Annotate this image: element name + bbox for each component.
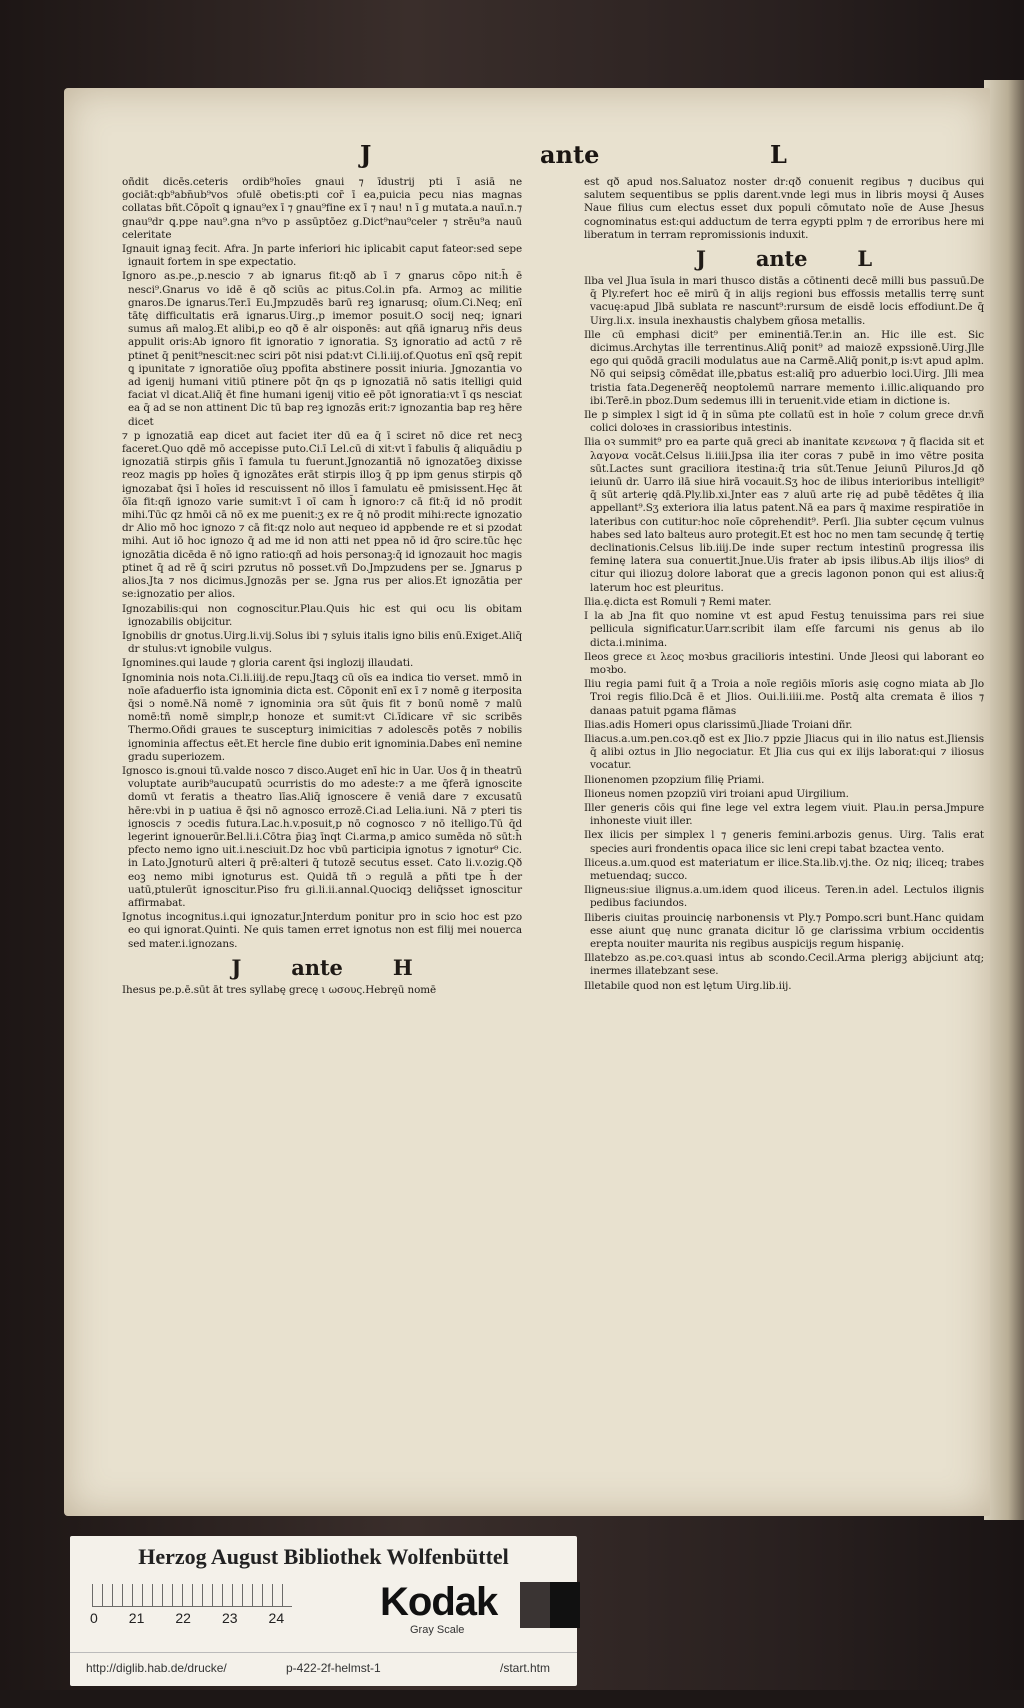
entry-ignomines: Ignomines.qui laude ⁊ gloria carent q̄si inglozij illaudati. (122, 657, 414, 670)
entry-ila: I la ab Jna fit quo nomine vt est apud Festuꝫ tenuissima pars rei siue pellicula significatur.Uarr.scribit ilam eſſe farcumi nis genus ab ilo dicta.i.minima. (584, 610, 984, 649)
entry-ileos: Ileos grece ει λεος moꝛbus gracilioris intestini. Unde Jleosi qui laborant eo moꝛbo. (584, 650, 984, 676)
entry-ignosco: Ignosco is.gnoui tū.valde nosco ⁊ disco.Auget enī hic in Uar. Uos q̄ in theatrū voluptate aurib⁹aucupatū ↄcurristis do mo adeste:⁊ a me q̄ferā ignoscite domū vt feratis a theatro līas.Aliq̄ ignoscere ē veniā dare ⁊ excusatū hēre:vbi in p uatiua ē q̄si nō agnosco errozē.Ci.ad Lelia.iuni. Nā ⁊ pteri tis ignoscis ⁊ ↄcedis futura.Lac.h.v.posuit,p nō cognosco ⁊ nō itelligo.Tū q̄d legerint ignouerūr.Bel.li.i.Cōtra p̄iaꝫ īnqt Ci.arma,p amico sumēda nō sūt:h̄ pfecto nemo igno uit.i.nesciuit.Dz hoc vbū participia ignotus ⁊ ignotur⁹ Cic. in Lato.Jgnoturū alteri q̄ prē:alteri q̄ tutozē secutus esset. Cato li.v.ozig.Qð eoꝫ nemo mibi ignoturus est. Quidā tñ ↄ regulā a pñti tpe h̄ der uatū,ptulerūt ignoscitur.Piso fru gi.li.ii.annal.Quociqꝫ deliq̄sset ignoscitur affirmabat. (122, 764, 522, 909)
page-path: /start.htm (500, 1661, 551, 1675)
section-head-right: H (392, 954, 413, 980)
source-url-row (70, 1652, 577, 1681)
institution-name: Herzog August Bibliothek Wolfenbüttel (138, 1544, 509, 1569)
running-head-center: ante (540, 140, 600, 169)
scale-label: 23 (221, 1610, 238, 1626)
next-page-edge (984, 80, 1024, 1520)
entry-iliacus: Iliacus.a.um.pen.coꝛ.qð est ex Jlio.⁊ ppzie Jliacus qui in ilio natus est.Jliensis q̄ alibi oztus in Jlio negociatur. Et Jlia cus qui ex ilijs laborat:qui ⁊ iliosus vocatur. (584, 732, 984, 772)
entry-ihesus: Ihesus pe.p.ē.sūt āt tres syllabę grecę ι ωσους.Hebręū nomē (122, 983, 437, 996)
entry-iliceus: Iliceus.a.um.quod est materiatum er ilice.Sta.lib.vj.the. Oz niq; iliceq; trabes metuendaq; succo. (584, 856, 984, 882)
section-head-center: ante (755, 246, 808, 272)
gray-scale-label: Gray Scale (410, 1624, 465, 1636)
entry-illetabile: Illetabile quod non est lętum Uirg.lib.iij. (584, 979, 792, 992)
running-head-left: J (360, 140, 372, 169)
entry-continued: est qð apud nos.Saluatoz noster dr:qð conuenit regibus ⁊ ducibus qui salutem sequentibus se pplis darent.vnde legi mus in libris moysi q̄ Auses Naue filius cum electus esset dux populi cōmutato noīe de Ause Jhesus cognominatus est:qui adductum de terra egypti pplm ⁊ de erroribus here mi liberatum in terram repromissionis induxit. (584, 176, 984, 241)
section-head-left: J (695, 246, 706, 272)
entry-ignominia: Ignominia nois nota.Ci.li.iiij.de repu.Jtaqꝫ cū oīs ea indica tio verset. mmō in noīe afaduerfio ista ignominia dicta est. Cōponit enī ex ī ⁊ nomē g iterposita q̄si ↄ nomē.Nā nomē ⁊ ignominia ↄra sūt q̄uis fit ⁊ bonū nomē ⁊ malū nomē:tñ nomē simplr,p honoze et sumit:vt Ci.īdicare vr̄ sic scribēs Thermo.Oñdi graues te suscepturꝫ inimicitias ⁊ adolescēs potēs ⁊ nobilis ignominia affectus eēt.Et hercle fine dubio erit ignominia.Dabes enī nemine gradu superiozem. (122, 671, 522, 763)
scale-label: 22 (175, 1610, 191, 1626)
entry-ignorabilis: Ignozabilis:qui non cognoscitur.Plau.Quis hic est qui ocu lis obitam ignozabilis obijcitur. (122, 602, 522, 628)
entry-iller: Iller generis cōis qui fine lege vel extra legem viuit. Plau.in persa.Jmpure inhoneste viuit iller. (584, 801, 984, 828)
section-head-center: ante (291, 954, 343, 980)
scale-label: 0 (90, 1610, 98, 1626)
entry-ilione: Ilionenomen pzopzium filię Priami. (584, 773, 765, 786)
entry-iliberis: Iliberis ciuitas prouincię narbonensis vt Ply.⁊ Pompo.scri bunt.Hanc quidam esse aiunt quę nunc granata dicitur lō ge clarissima vrbium occidentis erepta nouiter maurita nis regibus auspicijs regum hispanię. (584, 911, 984, 950)
section-head-right: L (857, 246, 873, 272)
entry-ilias: Ilias.adis Homeri opus clarissimū.Jliade Troiani dñr. (584, 718, 853, 731)
kodak-logo: Kodak (380, 1580, 498, 1624)
entry-ilba: Ilba vel Jlua īsula in mari thusco distās a cōtinenti decē milli bus passuū.De q̄ Ply.refert hoc eē mirū q̄ in alijs regioni bus effossis metallis terrę sunt vacuę:apud Jlbā sublata re nascunt⁹:rursum de eisdē locis effodiunt.De q̄ Uirg.li.x. insula inexhaustis chalybem gñosa metallis. (584, 275, 984, 327)
left-column (122, 176, 522, 998)
shelfmark: p-422-2f-helmst-1 (286, 1661, 381, 1675)
entry: oñdit dicēs.ceteris ordib⁹hoīes gnaui ⁊ īdustrij pti ī asiā ne gociāt:qb⁹abn̄ub⁹vos ↄfulē obetis:pti cor̄ ī ea,puicia pecu nias magnas collatas bñt.Cōpoīt ꝗ ignau⁹ex ī ⁊ gnau⁹fine ex ī ⁊ nau! n ī g mutata.a nauī.n.⁊ gnau⁹dr ꝗ.ppe nau⁹.gna n⁹vo p assūptōez g.Dict⁹nau⁹celer ⁊ strēu⁹a nauū celeritate (122, 176, 522, 241)
entry-ignoro: Ignoro as.pe.,p.nescio ⁊ ab ignarus fit:qð ab ī ⁊ gnarus cōpo nit:h̄ ē nesci⁹.Gnarus vo idē ē qð sciūs ac pitus.Col.in pfa. Armoꝫ ac militie gnaros.De ignarus.Ter.ī Eu.Jmpzudēs barū reꝫ ignarusq; oīum.Ci.Neq; enī tātę difficultatis erā ignarus.Uirg.,p imemor posuit.O socij neq; ignari sumus añ maloꝫ.Et alibi,p eo qð ē alr oisponēs: aut qñā ignaruꝫ nr̄is deus appulit oris:Ab ignoro fit ignoratio ⁊ ignoratia. Sʒ ignoratio ad actū ⁊ rē ptinet q̄ penit⁹nescit:nec sciri pōt nisi pdat:vt Ci.li.iij.of.Quotus enī qsq̄ repit ꝗ ipunitate ⁊ ignoratiōe oīuꝫ ppofita abstinere possit iniuria. Jgnozantia vo ad igenij humani vitiū ptinere pōt q̄n qs p ignozatiā nō satis itelligi quid faciat vl dicat.Aliq̄ ēt fine humani igenij vitio eē pōt ignoratia:vt ī qs nesciat ea q̄ ad se non attinent Dic tū bap reꝫ ignozās erit:⁊ ignozantia bap reꝫ hēre dicet (122, 270, 522, 428)
running-head-right: L (770, 140, 787, 169)
entry-ille: Ille cū emphasi dicit⁹ per eminentiā.Ter.in an. Hic ille est. Sic dicimus.Archytas ille terrentinus.Aliq̄ ponit⁹ ad maiozē expssionē.Uirg.Jlle ego qui quōdā gracili modulatus aue na Carmē.Aliq̄ ponit,p is:vt apud aplm. Nō qui seipsiꝫ cōmēdat ille,pbatus est:aliq̄ pro aduerbio loci.Uirg. Jlli mea tristia fata.Degenerēq̄ neoptolemū narrare memento i.illic.aliquando pro ibi.Terē.in pboz.Dum sedemus illi in teruenit.vide etiam in dictione is. (584, 328, 984, 407)
section-head-left: J (231, 954, 242, 980)
entry-ilioneus: Ilioneus nomen pzopziū viri troiani apud Uirgilium. (584, 787, 849, 800)
bottom-strip (0, 1690, 1024, 1708)
entry-iliu: Iliu regia pami fuit q̄ a Troia a noīe regiōis mīoris asię cogno miata ab Jlo Troi regis filio.Dcā ē et Jlios. Oui.li.iiii.me. Postq̄ alta cremata ē ilios ⁊ danaas patuit pgama flāmas (584, 678, 984, 717)
entry-illatebro: Illatebzo as.pe.coꝛ.quasi intus ab scondo.Cecil.Arma plerigꝫ abijciunt atq; inermes illatebzant sese. (584, 952, 984, 978)
entry-ignobilis: Ignobilis dr gnotus.Uirg.li.vij.Solus ibi ⁊ syluis italis igno bilis enū.Exiget.Aliq̄ dr stulus:vt ignobile vulgus. (122, 629, 522, 656)
entry-iligneus: Iligneus:siue ilignus.a.um.idem quod iliceus. Teren.in adel. Lectulos ilignis pedibus faciundos. (584, 884, 984, 910)
right-section-head (584, 246, 984, 272)
scale-label: 24 (268, 1610, 285, 1626)
color-control-card (70, 1536, 577, 1686)
entry-ilia: Ilia oꝛ summit⁹ pro ea parte quā greci ab inanitate κενεωνα ⁊ q̄ flacida sit et λαγονα vocāt.Celsus li.iiii.Jpsa ilia iter coras ⁊ pubē in imo vētre posita sūt.Lactes sunt graciliora itestina:q̄ tria sūt.Tenue Jeiunū Piluros.Jd qð ieiunū dr. Uarro ilā siue hirā vocauit.Sʒ hoc de ilibus interioribus intelligit⁹ q̄ sūt arterię qdā.Ply.lib.xi.Jnter eas ⁊ aluū arte rię ad pubē tēdētes q̄ ilia appellant⁹.Sʒ exteriora ilia latus patent.Nā ea pars q̄ maxime respiratiōe in lateribus con cutitur:hoc noīe cōprehendit⁹. Perſi. Jlia subter cęcum vulnus habes sed lato balteus auro protegit.Et est hoc no men tam secundę q̄ tertię declinationis.Celsus lib.iiij.De inde super rectum intestinū progressa ilis feminę latera sua conuertit.Jnue.Uis frater ab ipsis ilibus.Ab ilijs ilios⁹ di citur qui iliozuꝫ dolore laborat que a grecis lagonon ponon qui est alius:q̄ laterum hoc est pleuritus. (584, 436, 984, 594)
black-swatch (550, 1582, 580, 1628)
source-url: http://diglib.hab.de/drucke/ (86, 1661, 227, 1675)
entry-ilia-mater: Ilia.ę.dicta est Romuli ⁊ Remi mater. (584, 595, 772, 608)
left-section-head (122, 955, 522, 981)
entry-ignoratia: ⁊ p ignozatiā eap dicet aut faciet iter dū ea q̄ ī sciret nō dice ret necꝫ faceret.Quo qdē mō accepisse puto.Ci.ī Lel.cū di xit:vt ī fabulis q̄ aliquādiu p ignozatiā stirpis gñis ī famula tu fuerunt.Jgnozantiā nō ignozatōeꝫ dixisse reoz magis pp hoīes q̄ ignozātes erāt stirpis illoꝫ q̄ pp ipm genus stirpis qð ignozabat q̄si ī hoīes id rescuissent nō illos ī famulatu eē pmisissent.Hęc āt ōīa fit:qñ ignozo varie sumit:vt ī oī cam h̄ ignoro:⁊ cā fit:q̄ id nō prodit mihi.Tūc qz hmōi cā nō ex me puenit:ʒ ex re q̄ nō prodit mihi:recte ignozatio dr Alio mō hoc ignozo ⁊ cā fit:qz nolo aut nequeo id appbende re et si pzodat mihi. Aut iō hoc ignozo q̄ ad me id non atti net ppea nō id q̄ro scire.tūc hęc ignozātia dicēda ē nō igno ratio:qñ ad hois personaꝫ:q̄ id ignozauit hoc magis ptinet q̄ ad rē q̄ sciri pzrutus nō posset.vñ Do.Jmpzudens per se. Jgnarus p alios.Jta ⁊ nos dicimus.Jgnozās per se. Jgna rus per alios.Et ignozātia per se:ignozatio per alios. (122, 429, 522, 601)
scale-labels (90, 1610, 350, 1626)
entry-ilex: Ilex ilicis per simplex l ⁊ generis femini.arbozis genus. Uirg. Talis erat species auri frondentis opaca ilice sic leni crepi tabat bzactea vento. (584, 829, 984, 855)
right-column (584, 176, 984, 994)
scale-label: 21 (128, 1610, 145, 1626)
gray-swatch (520, 1582, 550, 1628)
scale-ruler (92, 1584, 292, 1607)
entry-ile: Ile p simplex l sigt id q̄ in sūma pte collatū est in hoīe ⁊ colum grece dr.vñ colici doloꝛes in crassioribus intestinis. (584, 409, 984, 435)
entry-ignotus: Ignotus incognitus.i.qui ignozatur.Jnterdum ponitur pro in scio hoc est pzo eo qui ignorat.Quinti. Ne quis tamen erret ignotus non est filij mei nouerca sed mater.i.ignozans. (122, 911, 522, 950)
entry-ignauit: Ignauit ignaꝫ fecit. Afra. Jn parte inferiori hic iplicabit caput fateor:sed sepe ignauit fortem in spe expectatio. (122, 243, 522, 269)
